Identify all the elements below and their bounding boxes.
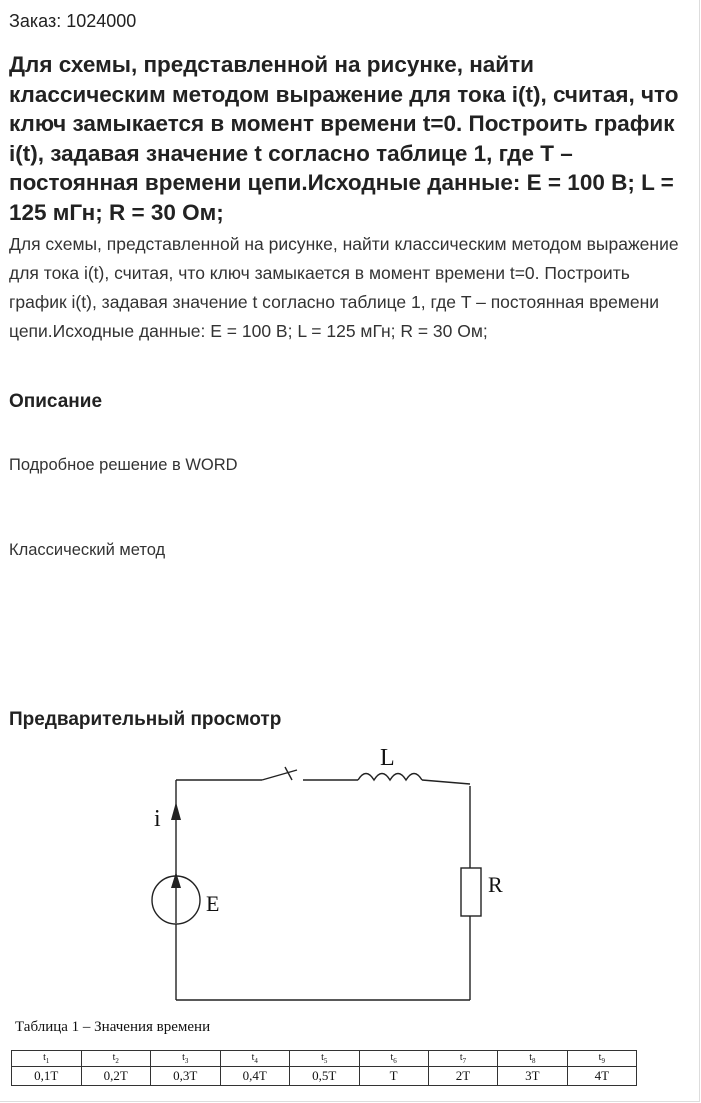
description-line-method: Классический метод xyxy=(9,541,166,559)
source-label: E xyxy=(206,891,220,916)
resistor-icon xyxy=(461,868,481,916)
header-base: t xyxy=(251,1052,255,1063)
table-header-cell xyxy=(81,1051,151,1067)
table-value-cell: T xyxy=(359,1067,428,1086)
table-caption: Таблица 1 – Значения времени xyxy=(15,1019,211,1035)
header-subscript: 8 xyxy=(532,1057,536,1065)
header-base: t xyxy=(598,1052,602,1063)
preview-heading: Предварительный просмотр xyxy=(9,709,282,730)
table-value-cell: 2T xyxy=(428,1067,497,1086)
header-base: t xyxy=(321,1052,324,1063)
table-header-cell xyxy=(12,1051,82,1067)
header-subscript: 6 xyxy=(393,1057,397,1065)
table-header-cell xyxy=(290,1051,360,1067)
header-subscript: 3 xyxy=(184,1057,189,1065)
header-base: t xyxy=(43,1052,46,1063)
table-header-row xyxy=(12,1051,637,1067)
table-value-cell: 0,5T xyxy=(290,1067,360,1086)
order-number: Заказ: 1024000 xyxy=(9,11,137,31)
task-title: Для схемы, представленной на рисунке, найти классическим методом выражение для тока i(t), считая, что ключ замыкается в момент времени t=0. Построить график i(t), задавая значение t согласно таблице 1, где T – постоянная времени цепи.Исходные данные: E = 100 В; L = 125 мГн; R = 30 Ом; xyxy=(9,52,679,225)
header-subscript: 7 xyxy=(462,1057,467,1065)
header-base: t xyxy=(182,1052,185,1063)
table-value-cell: 0,4T xyxy=(220,1067,290,1086)
header-subscript: 5 xyxy=(323,1057,328,1065)
header-base: t xyxy=(529,1052,533,1063)
table-value-cell: 0,1T xyxy=(12,1067,82,1086)
table-header-cell xyxy=(359,1051,428,1067)
header-subscript: 1 xyxy=(45,1057,50,1065)
inductor-icon xyxy=(358,774,422,781)
table-value-cell: 0,2T xyxy=(81,1067,151,1086)
table-header-cell xyxy=(498,1051,567,1067)
current-label: i xyxy=(154,806,161,832)
table-header-cell xyxy=(220,1051,290,1067)
description-line-solution: Подробное решение в WORD xyxy=(9,456,238,474)
table-values-row xyxy=(12,1067,637,1086)
table-value-cell: 4T xyxy=(567,1067,636,1086)
task-description: Для схемы, представленной на рисунке, найти классическим методом выражение для тока i(t), считая, что ключ замыкается в момент времени t=0. Построить график i(t), задавая значение t согласно таблице 1, где T – постоянная времени цепи.Исходные данные: E = 100 В; L = 125 мГн; R = 30 Ом; xyxy=(9,234,679,341)
table-header-cell xyxy=(567,1051,636,1067)
header-base: t xyxy=(390,1052,394,1063)
header-base: t xyxy=(112,1052,116,1063)
header-subscript: 9 xyxy=(601,1057,605,1065)
description-heading: Описание xyxy=(9,391,103,412)
table-value-cell: 0,3T xyxy=(151,1067,221,1086)
inductor-label: L xyxy=(380,745,395,771)
table-header-cell xyxy=(428,1051,497,1067)
header-base: t xyxy=(459,1052,463,1063)
current-arrow-icon xyxy=(171,802,181,820)
circuit-diagram xyxy=(140,740,520,1010)
table-header-cell xyxy=(151,1051,221,1067)
header-subscript: 4 xyxy=(254,1057,258,1065)
time-values-table xyxy=(11,1050,637,1086)
table-value-cell: 3T xyxy=(498,1067,567,1086)
header-subscript: 2 xyxy=(115,1057,119,1065)
resistor-label: R xyxy=(488,872,503,897)
